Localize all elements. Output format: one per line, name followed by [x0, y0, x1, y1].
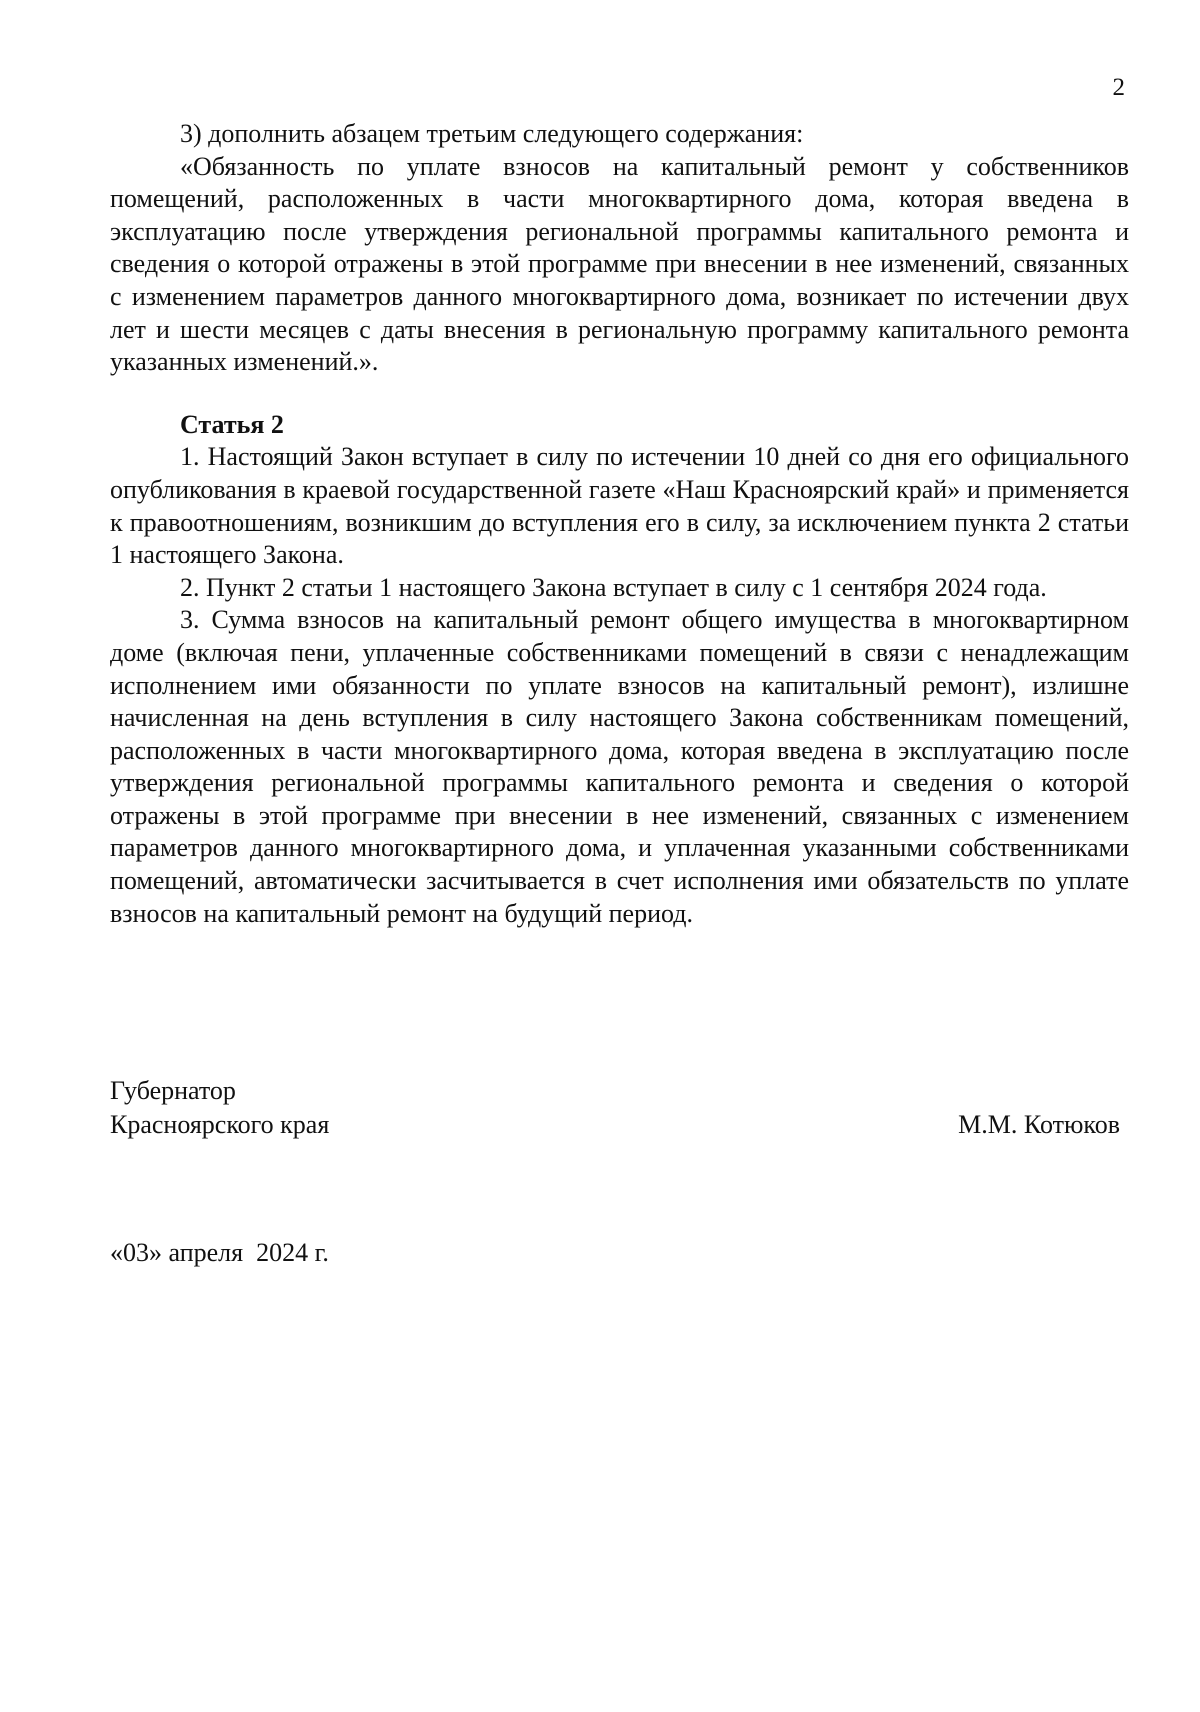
- signatory-position-line: Губернатор: [110, 1076, 236, 1105]
- page-number: 2: [1112, 74, 1125, 101]
- amendment-intro: 3) дополнить абзацем третьим следующего содержания:: [180, 119, 804, 148]
- signatory-position-line: Красноярского края: [110, 1110, 330, 1139]
- article-item-1: 1. Настоящий Закон вступает в силу по истечении 10 дней со дня его официального опубликования в краевой государственной газете «Наш Красноярский край» и применяется к правоотношениям, возникшим до вступления его в силу, за исключением пункта 2 статьи 1 настоящего Закона.: [110, 442, 1129, 570]
- article-item-3: 3. Сумма взносов на капитальный ремонт общего имущества в многоквартирном доме (включая пени, уплаченные собственниками помещений в связи с ненадлежащим исполнением ими обязанности по уплате взносов на капитальный ремонт), излишне начисленная на день вступления в силу настоящего Закона собственникам помещений, расположенных в части многоквартирного дома, которая введена в эксплуатацию после утверждения региональной программы капитального ремонта и сведения о которой отражены в этой программе при внесении в нее изменений, связанных с изменением параметров данного многоквартирного дома, и уплаченная указанными собственниками помещений, автоматически засчитывается в счет исполнения ими обязательств по уплате взносов на капитальный ремонт на будущий период.: [110, 605, 1129, 928]
- signatory-position: [110, 1074, 329, 1142]
- document-date: «03» апреля 2024 г.: [110, 1238, 329, 1267]
- amendment-text: «Обязанность по уплате взносов на капитальный ремонт у собственников помещений, расположенных в части многоквартирного дома, которая введена в эксплуатацию после утверждения региональной программы капитального ремонта и сведения о которой отражены в этой программе при внесении в нее изменений, связанных с изменением параметров данного многоквартирного дома, возникает по истечении двух лет и шести месяцев с даты внесения в региональную программу капитального ремонта указанных изменений.».: [110, 151, 1129, 377]
- document-body: [110, 118, 1129, 930]
- signatory-name: М.М. Котюков: [958, 1110, 1120, 1139]
- article-item-2: 2. Пункт 2 статьи 1 настоящего Закона вступает в силу с 1 сентября 2024 года.: [180, 572, 1047, 602]
- article-title: Статья 2: [180, 409, 284, 439]
